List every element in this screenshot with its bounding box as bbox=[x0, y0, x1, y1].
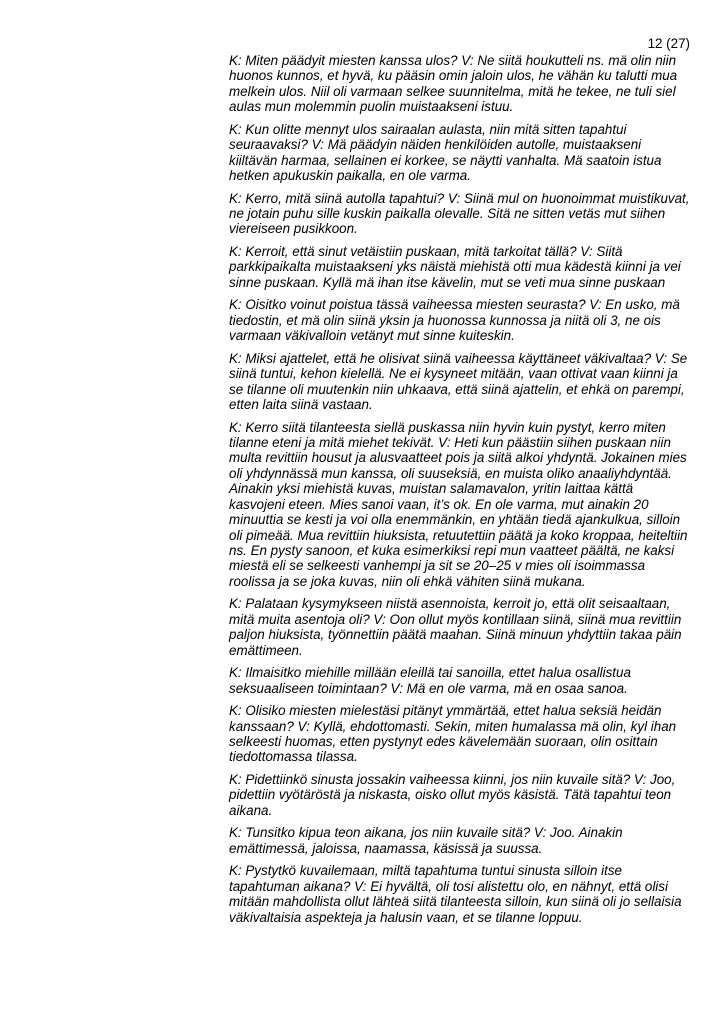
text-line: parkkipaikalta muistaakseni yks näistä miehistä otti mua kädestä kiinni ja vei bbox=[229, 259, 681, 275]
text-line: K: Kun olitte mennyt ulos sairaalan aulasta, niin mitä sitten tapahtui bbox=[229, 121, 627, 137]
text-line: mitään mahdollista ollut lähteä siitä tilanteesta silloin, kun siinä oli jo sellaisia bbox=[229, 894, 682, 910]
text-line: sinne puskaan. Kyllä mä ihan itse kävelin, mut se veti mua sinne puskaan bbox=[229, 274, 666, 290]
text-line: K: Kerro, mitä siinä autolla tapahtui? V: Siinä mul on huonoimmat muistikuvat, bbox=[229, 190, 690, 206]
text-line: selkeesti huomas, etten pystynyt edes kävelemään suoraan, olin osittain bbox=[229, 733, 658, 749]
text-line: emättimeen. bbox=[229, 642, 303, 658]
text-line: pidettiin vyötäröstä ja niskasta, oisko ollut myös käsistä. Tätä tapahtui teon bbox=[229, 787, 672, 803]
text-line: K: Ilmaisitko miehille millään eleillä tai sanoilla, ettet halua osallistua bbox=[229, 665, 631, 681]
text-line: K: Pystytkö kuvailemaan, miltä tapahtuma tuntui sinusta silloin itse bbox=[229, 863, 622, 879]
text-line: emättimessä, jaloissa, naamassa, käsissä ja suussa. bbox=[229, 840, 543, 856]
text-line: K: Kerroit, että sinut vetäistiin puskaan, mitä tarkoitat tällä? V: Siitä bbox=[229, 244, 623, 260]
text-line: paljon hiuksista, työnnettiin päätä maahan. Siinä minuun yhdyttiin takaa päin bbox=[229, 627, 682, 643]
interview-paragraph bbox=[229, 772, 699, 818]
interview-paragraph bbox=[229, 825, 699, 856]
text-line: varmaan väkivalloin vetänyt mut sinne kuiteskin. bbox=[229, 328, 515, 344]
text-line: K: Miksi ajattelet, että he olisivat siinä vaiheessa käyttäneet väkivaltaa? V: Se bbox=[229, 350, 688, 366]
page-number: 12 (27) bbox=[647, 35, 690, 51]
interview-paragraph bbox=[229, 122, 699, 184]
text-line: seksuaaliseen toimintaan? V: Mä en ole varma, mä en osaa sanoa. bbox=[229, 680, 628, 696]
text-line: tilanne eteni ja mitä miehet tekivät. V: Heti kun päästiin siihen puskaan niin bbox=[229, 435, 671, 451]
text-line: kiiltävän harmaa, sellainen ei korkee, se näytti vanhalta. Mä saatoin istua bbox=[229, 152, 662, 168]
interview-paragraph bbox=[229, 703, 699, 765]
text-line: oli pimeää. Mua revittiin hiuksista, retuutettiin päätä ja koko kroppaa, heiteltiin bbox=[229, 527, 688, 543]
text-line: Ainakin yksi miehistä kuvas, muistan salamavalon, yritin laittaa kättä bbox=[229, 481, 634, 497]
text-line: mitä muita asentoja oli? V: Oon ollut myös kontillaan siinä, siinä mua revittiin bbox=[229, 611, 682, 627]
text-line: multa revittiin housut ja alusvaatteet pois ja siitä alkoi yhdyntä. Jokainen mies bbox=[229, 450, 687, 466]
text-line: K: Kerro siitä tilanteesta siellä puskassa niin hyvin kuin pystyt, kerro miten bbox=[229, 419, 666, 435]
text-line: oli yhdynnässä mun kanssa, oli suuseksiä, en muista oliko anaaliyhdyntää. bbox=[229, 465, 672, 481]
interview-paragraph bbox=[229, 596, 699, 658]
text-line: tiedottomassa tilassa. bbox=[229, 749, 358, 765]
text-line: aikana. bbox=[229, 802, 273, 818]
interview-paragraph bbox=[229, 244, 699, 290]
interview-transcript bbox=[229, 53, 699, 932]
text-line: melkein ulos. Niil oli varmaan selkee suunnitelma, mitä he tekee, ne tuli siel bbox=[229, 83, 676, 99]
interview-paragraph bbox=[229, 53, 699, 115]
text-line: aulas mun molemmin puolin muistaakseni istuu. bbox=[229, 99, 514, 115]
text-line: kasvojeni eteen. Mies sanoi vaan, it’s ok. En ole varma, mut ainakin 20 bbox=[229, 496, 649, 512]
interview-paragraph bbox=[229, 665, 699, 696]
text-line: K: Oisitko voinut poistua tässä vaiheessa miesten seurasta? V: En usko, mä bbox=[229, 297, 680, 313]
text-line: siinä tuntui, kehon kielellä. Ne ei kysyneet mitään, vaan ottivat vaan kiinni ja bbox=[229, 366, 678, 382]
text-line: K: Miten päädyit miesten kanssa ulos? V: Ne siitä houkutteli ns. mä olin niin bbox=[229, 53, 677, 68]
text-line: viereiseen pusikkoon. bbox=[229, 221, 358, 237]
text-line: K: Olisiko miesten mielestäsi pitänyt ymmärtää, ettet halua seksiä heidän bbox=[229, 703, 662, 719]
text-line: väkivaltaisia aspekteja ja halusin vaan, et se tilanne loppuu. bbox=[229, 909, 583, 925]
text-line: minuuttia se kesti ja voi olla enemmänkin, en yhtään tiedä ajankulkua, silloin bbox=[229, 512, 681, 528]
text-line: tapahtuman aikana? V: Ei hyvältä, oli tosi alistettu olo, en nähnyt, että olisi bbox=[229, 878, 668, 894]
text-line: K: Palataan kysymykseen niistä asennoista, kerroit jo, että olit seisaaltaan, bbox=[229, 596, 671, 612]
interview-paragraph bbox=[229, 863, 699, 925]
text-line: hetken apukuskin paikalla, en ole varma. bbox=[229, 168, 471, 184]
interview-paragraph bbox=[229, 297, 699, 343]
interview-paragraph bbox=[229, 191, 699, 237]
text-line: seuraavaksi? V: Mä päädyin näiden henkilöiden autolle, muistaakseni bbox=[229, 137, 642, 153]
text-line: ns. En pysty sanoon, et kuka esimerkiksi repi mun vaatteet päältä, ne kaksi bbox=[229, 542, 675, 558]
text-line: etten laita siinä vastaan. bbox=[229, 397, 373, 413]
text-line: K: Pidettiinkö sinusta jossakin vaiheessa kiinni, jos niin kuvaile sitä? V: Joo, bbox=[229, 771, 676, 787]
text-line: miestä eli se selkeesti vanhempi ja sit se 20–25 v mies oli isoimmassa bbox=[229, 558, 646, 574]
text-line: kanssaan? V: Kyllä, ehdottomasti. Sekin, miten humalassa mä olin, kyl ihan bbox=[229, 718, 677, 734]
text-line: tiedostin, et mä olin siinä yksin ja huonossa kunnossa ja niitä oli 3, ne ois bbox=[229, 312, 661, 328]
text-line: ne jotain puhu sille kuskin paikalla olevalle. Sitä ne sitten vetäs mut siihen bbox=[229, 206, 666, 222]
interview-paragraph bbox=[229, 351, 699, 413]
interview-paragraph bbox=[229, 420, 699, 589]
text-line: K: Tunsitko kipua teon aikana, jos niin kuvaile sitä? V: Joo. Ainakin bbox=[229, 825, 623, 841]
text-line: roolissa ja se joka kuvas, niin oli ehkä vähiten siinä mukana. bbox=[229, 573, 586, 589]
text-line: huonos kunnos, et hyvä, ku pääsin omin jaloin ulos, he vähän ku talutti mua bbox=[229, 68, 678, 84]
text-line: se tilanne oli muutenkin niin uhkaava, että siinä ajattelin, et ehkä on parempi, bbox=[229, 381, 685, 397]
